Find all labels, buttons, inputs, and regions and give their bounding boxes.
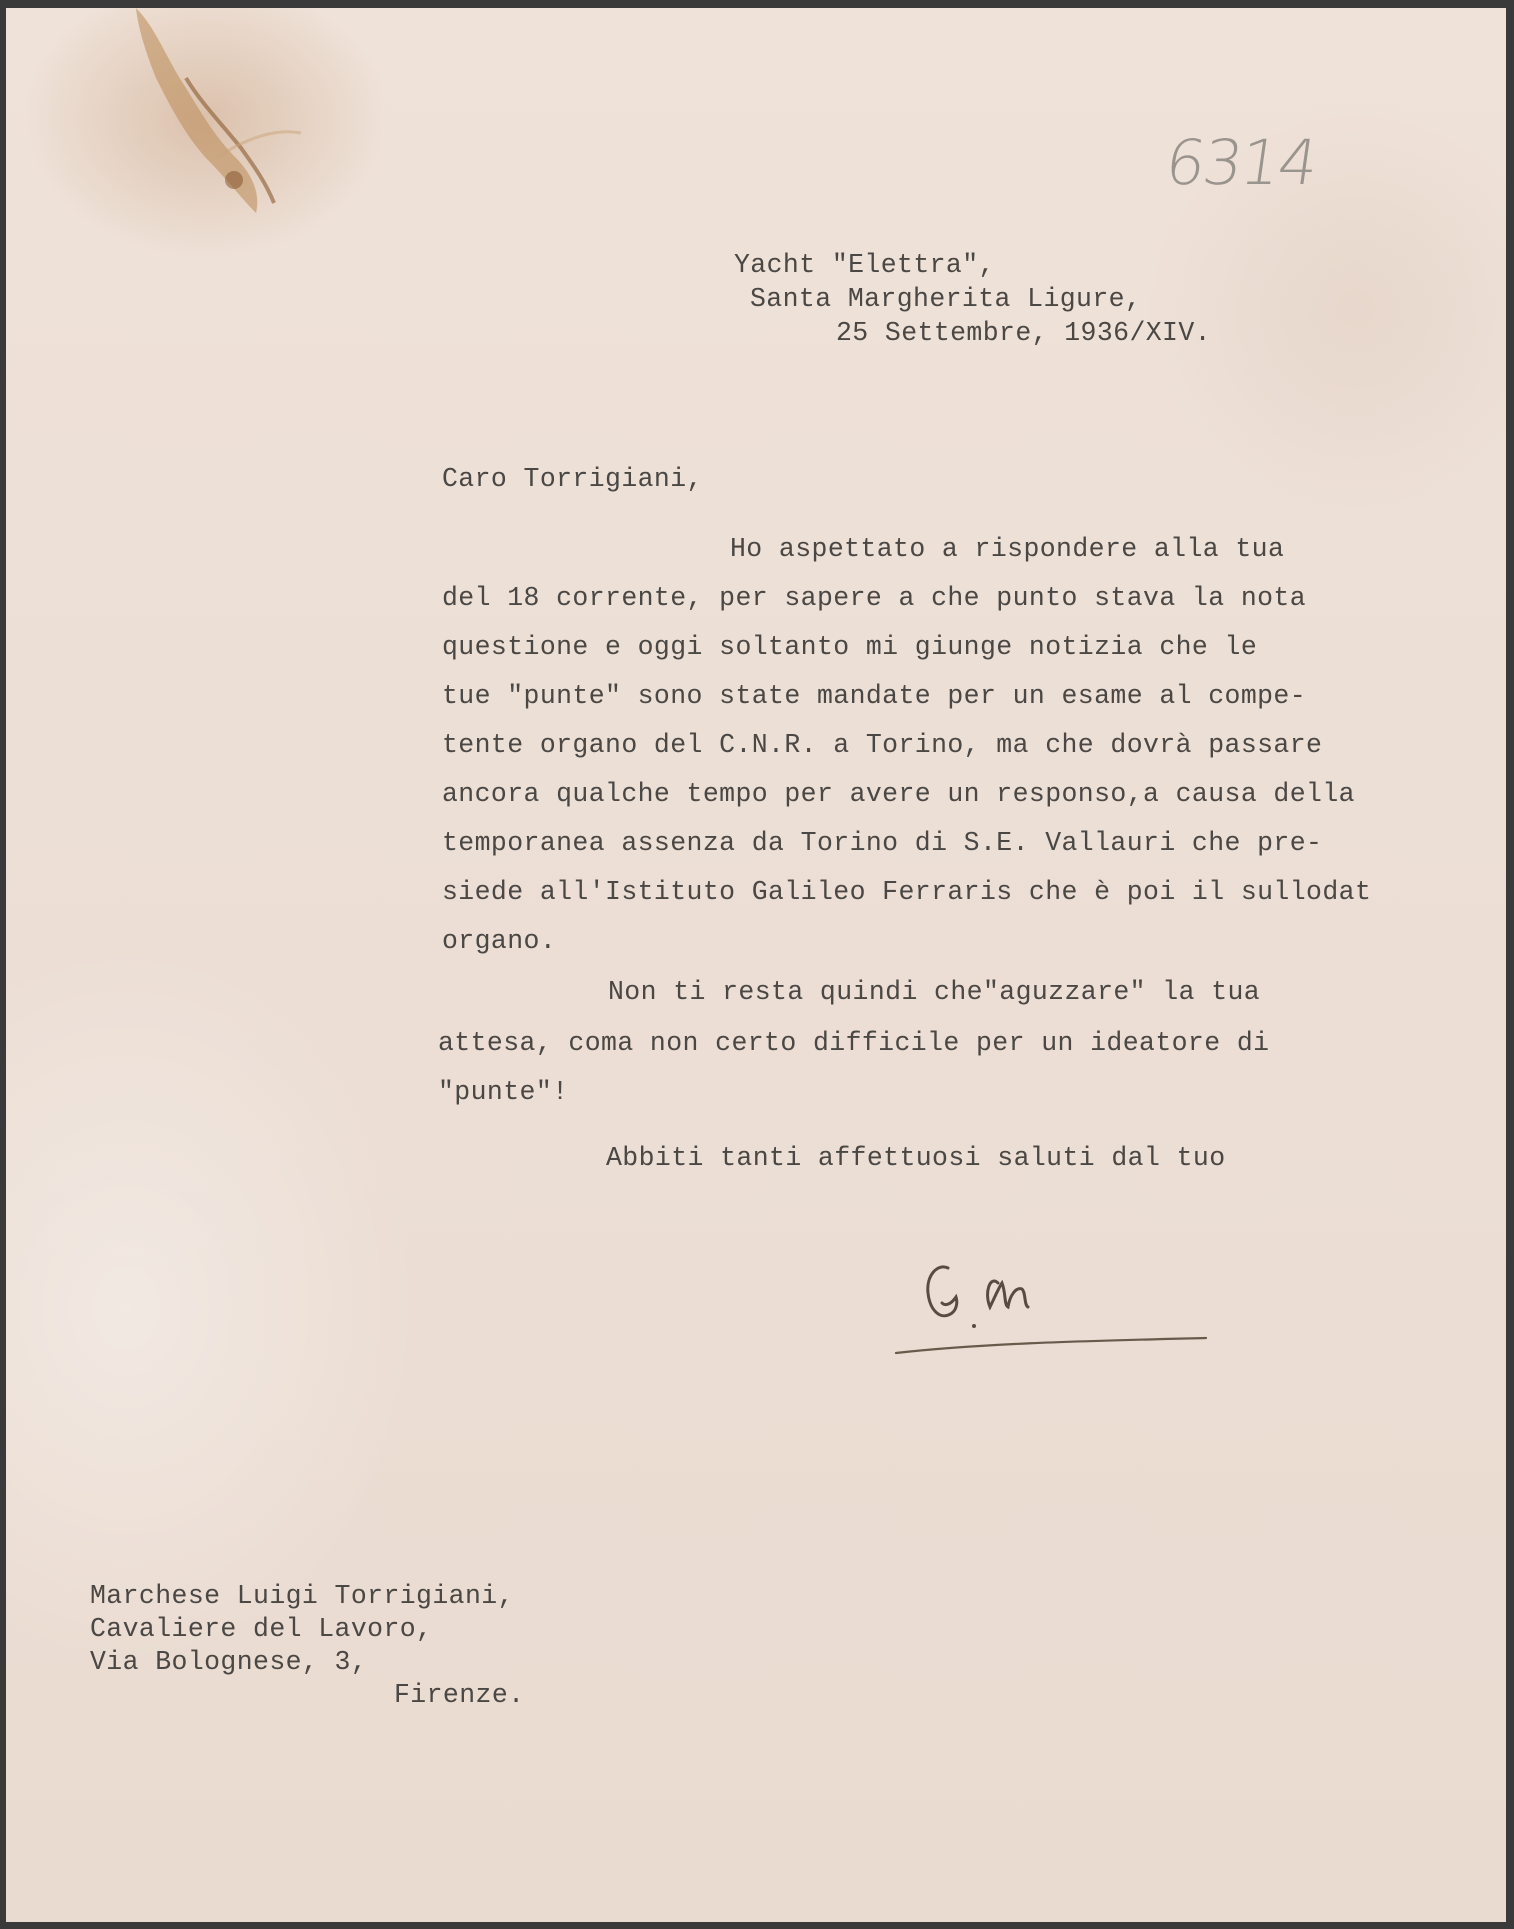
- body-line-6: ancora qualche tempo per avere un responso,a causa della: [442, 779, 1355, 809]
- body-line-8: siede all'Istituto Galileo Ferraris che è poi il sullodat: [442, 877, 1372, 907]
- header-line-1: Yacht "Elettra",: [734, 250, 995, 280]
- address-line-3: Via Bolognese, 3,: [90, 1647, 368, 1677]
- header-date: 25 Settembre, 1936/XIV.: [836, 318, 1211, 348]
- closing-line: Abbiti tanti affettuosi saluti dal tuo: [606, 1143, 1226, 1173]
- signature: [886, 1223, 1216, 1363]
- archive-number: 6314: [1160, 126, 1321, 199]
- rust-stain-icon: [126, 8, 306, 218]
- address-line-2: Cavaliere del Lavoro,: [90, 1614, 433, 1644]
- address-city: Firenze.: [394, 1680, 525, 1710]
- address-line-1: Marchese Luigi Torrigiani,: [90, 1581, 514, 1611]
- header-line-2: Santa Margherita Ligure,: [750, 284, 1142, 314]
- body-line-2: del 18 corrente, per sapere a che punto stava la nota: [442, 583, 1307, 613]
- body-line-5: tente organo del C.N.R. a Torino, ma che dovrà passare: [442, 730, 1323, 760]
- salutation: Caro Torrigiani,: [442, 464, 703, 494]
- body-line-12: "punte"!: [438, 1077, 569, 1107]
- body-line-7: temporanea assenza da Torino di S.E. Vallauri che pre-: [442, 828, 1323, 858]
- body-line-9: organo.: [442, 926, 557, 956]
- body-line-4: tue "punte" sono state mandate per un esame al compe-: [442, 681, 1307, 711]
- body-line-1: Ho aspettato a rispondere alla tua: [730, 534, 1285, 564]
- body-line-10: Non ti resta quindi che"aguzzare" la tua: [608, 977, 1261, 1007]
- letter-page: [6, 8, 1506, 1922]
- body-line-3: questione e oggi soltanto mi giunge notizia che le: [442, 632, 1258, 662]
- body-line-11: attesa, coma non certo difficile per un ideatore di: [438, 1028, 1270, 1058]
